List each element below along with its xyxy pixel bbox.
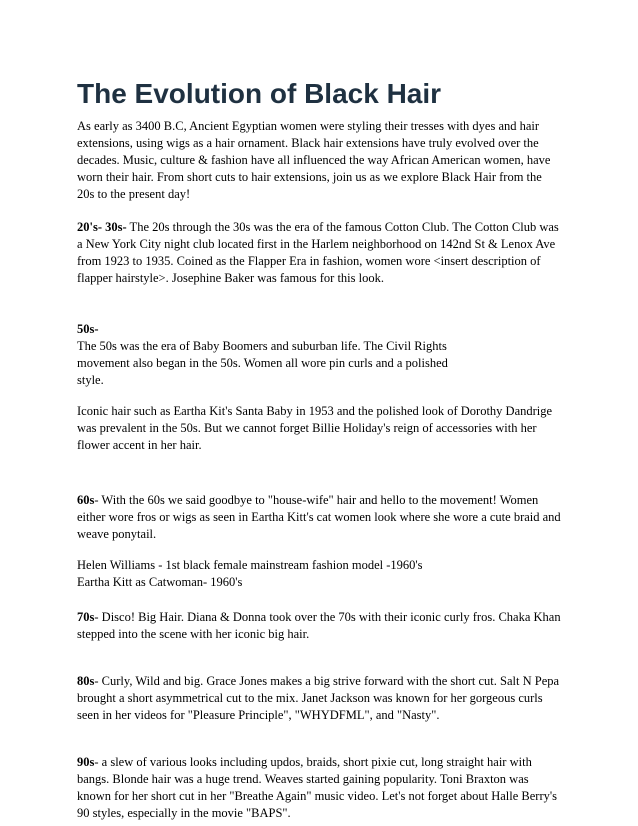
section-50s-iconic-text: Iconic hair such as Eartha Kit's Santa Baby in 1953 and the polished look of Dorothy Dandrige was prevalent in the 50s. But we cannot forget Billie Holiday's reign of accessories with her flower accent in her hair. <box>77 404 553 452</box>
document-body <box>77 118 562 822</box>
intro-paragraph: As early as 3400 B.C, Ancient Egyptian women were styling their tresses with dyes and hair extensions, using wigs as a hair ornament. Black hair extensions have truly evolved over the decades. Music, culture & fashion have all influenced the way African American women, have worn their hair. From short cuts to hair extensions, join us as we explore Black Hair from the 20s to the present day! <box>77 119 551 201</box>
section-50s-heading <box>77 321 562 338</box>
section-90s-heading: 90s <box>77 755 95 769</box>
section-90s <box>77 754 562 822</box>
section-50s-text: The 50s was the era of Baby Boomers and suburban life. The Civil Rights movement also began in the 50s. Women all wore pin curls and a polished style. <box>77 339 448 387</box>
section-20s-30s-text: The 20s through the 30s was the era of the famous Cotton Club. The Cotton Club was a New York City night club located first in the Harlem neighborhood on 142nd St & Lenox Ave from 1923 to 1935. Coined as the Flapper Era in fashion, women wore <insert description of flapper hairstyle>. Josephine Baker was famous for this look. <box>77 220 559 285</box>
section-70s-text: - Disco! Big Hair. Diana & Donna took over the 70s with their iconic curly fros. Chaka Khan stepped into the scene with her iconic big hair. <box>77 610 561 641</box>
section-90s-text: - a slew of various looks including updos, braids, short pixie cut, long straight hair with bangs. Blonde hair was a huge trend. Weaves started gaining popularity. Toni Braxton was known for her short cut in her "Breathe Again" music video. Let's not forget about Halle Berry's 90 styles, especially in the movie "BAPS". <box>77 755 557 820</box>
page-title: The Evolution of Black Hair <box>77 78 442 109</box>
section-20s-30s <box>77 219 562 287</box>
section-60s-note-helen: Helen Williams - 1st black female mainstream fashion model -1960's <box>77 558 423 572</box>
section-20s-30s-heading: 20's- 30s- <box>77 220 127 234</box>
section-60s <box>77 492 562 543</box>
section-50s-heading-text: 50s- <box>77 322 99 336</box>
section-80s <box>77 673 562 724</box>
section-60s-heading: 60s <box>77 493 95 507</box>
section-70s-heading: 70s <box>77 610 95 624</box>
section-60s-text: - With the 60s we said goodbye to "house-wife" hair and hello to the movement! Women either wore fros or wigs as seen in Eartha Kitt's cat women look where she wore a cute braid and weave ponytail. <box>77 493 561 541</box>
section-80s-heading: 80s <box>77 674 95 688</box>
section-60s-note-eartha: Eartha Kitt as Catwoman- 1960's <box>77 575 243 589</box>
section-70s <box>77 609 562 643</box>
section-80s-text: - Curly, Wild and big. Grace Jones makes a big strive forward with the short cut. Salt N Pepa brought a short asymmetrical cut to the mix. Janet Jackson was known for her gorgeous curls seen in her videos for "Pleasure Principle", "WHYDFML", and "Nasty". <box>77 674 560 722</box>
